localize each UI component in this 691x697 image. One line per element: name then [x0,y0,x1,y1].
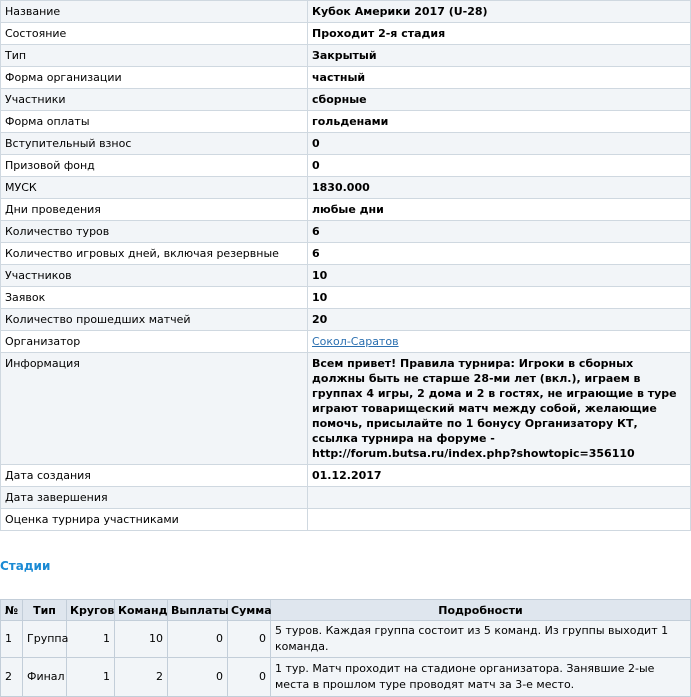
info-value: 6 [308,243,691,265]
info-value: 10 [308,265,691,287]
info-value: сборные [308,89,691,111]
stage-details: 5 туров. Каждая группа состоит из 5 команд. Из группы выходит 1 команда. [271,621,691,658]
info-value: Кубок Америки 2017 (U-28) [308,1,691,23]
info-value: 1830.000 [308,177,691,199]
info-label: Участников [1,265,308,287]
info-label: Оценка турнира участниками [1,509,308,531]
info-label: Название [1,1,308,23]
info-label: Количество туров [1,221,308,243]
info-label: Организатор [1,331,308,353]
info-label: Информация [1,353,308,465]
info-label: МУСК [1,177,308,199]
info-value [308,487,691,509]
stage-sum: 0 [228,621,271,658]
info-label: Количество прошедших матчей [1,309,308,331]
stage-details: 1 тур. Матч проходит на стадионе организатора. Занявшие 2-ые места в прошлом туре проводят матч за 3-е место. [271,658,691,697]
stage-payouts: 0 [168,621,228,658]
info-label: Дни проведения [1,199,308,221]
col-header-rounds: Кругов [67,600,115,621]
info-label: Дата завершения [1,487,308,509]
info-value: Проходит 2-я стадия [308,23,691,45]
stage-payouts: 0 [168,658,228,697]
col-header-payouts: Выплаты [168,600,228,621]
stage-no: 1 [1,621,23,658]
table-row [1,621,691,658]
info-label: Заявок [1,287,308,309]
info-label: Дата создания [1,465,308,487]
info-value: 0 [308,133,691,155]
info-label: Вступительный взнос [1,133,308,155]
info-value: 10 [308,287,691,309]
col-header-type: Тип [23,600,67,621]
info-label: Форма организации [1,67,308,89]
info-label: Тип [1,45,308,67]
organizer-link[interactable]: Сокол-Саратов [312,335,399,348]
info-description: Всем привет! Правила турнира: Игроки в сборных должны быть не старше 28-ми лет (вкл.), играем в группах 4 игры, 2 дома и 2 в гостях, не играющие в туре играют товарищеский матч между собой, желающие помочь, присылайте по 1 бонусу Организатору КТ, ссылка турнира на форуме - http://forum.butsa.ru/index.php?showtopic=356110 [308,353,691,465]
stage-rounds: 1 [67,621,115,658]
organizer-cell [308,331,691,353]
stage-rounds: 1 [67,658,115,697]
info-value: 6 [308,221,691,243]
stages-table [0,599,691,697]
info-value: 20 [308,309,691,331]
stage-teams: 10 [115,621,168,658]
table-row [1,658,691,697]
info-value: любые дни [308,199,691,221]
stage-no: 2 [1,658,23,697]
info-label: Форма оплаты [1,111,308,133]
stage-type: Группа [23,621,67,658]
col-header-sum: Сумма [228,600,271,621]
info-label: Количество игровых дней, включая резервные [1,243,308,265]
info-value: частный [308,67,691,89]
stage-sum: 0 [228,658,271,697]
info-value: Закрытый [308,45,691,67]
stage-type: Финал [23,658,67,697]
info-value: гольденами [308,111,691,133]
info-value: 0 [308,155,691,177]
col-header-no: № [1,600,23,621]
stages-heading: Стадии [0,559,51,573]
info-label: Состояние [1,23,308,45]
col-header-teams: Команд [115,600,168,621]
stage-teams: 2 [115,658,168,697]
info-value: 01.12.2017 [308,465,691,487]
info-label: Призовой фонд [1,155,308,177]
col-header-details: Подробности [271,600,691,621]
info-value [308,509,691,531]
info-label: Участники [1,89,308,111]
